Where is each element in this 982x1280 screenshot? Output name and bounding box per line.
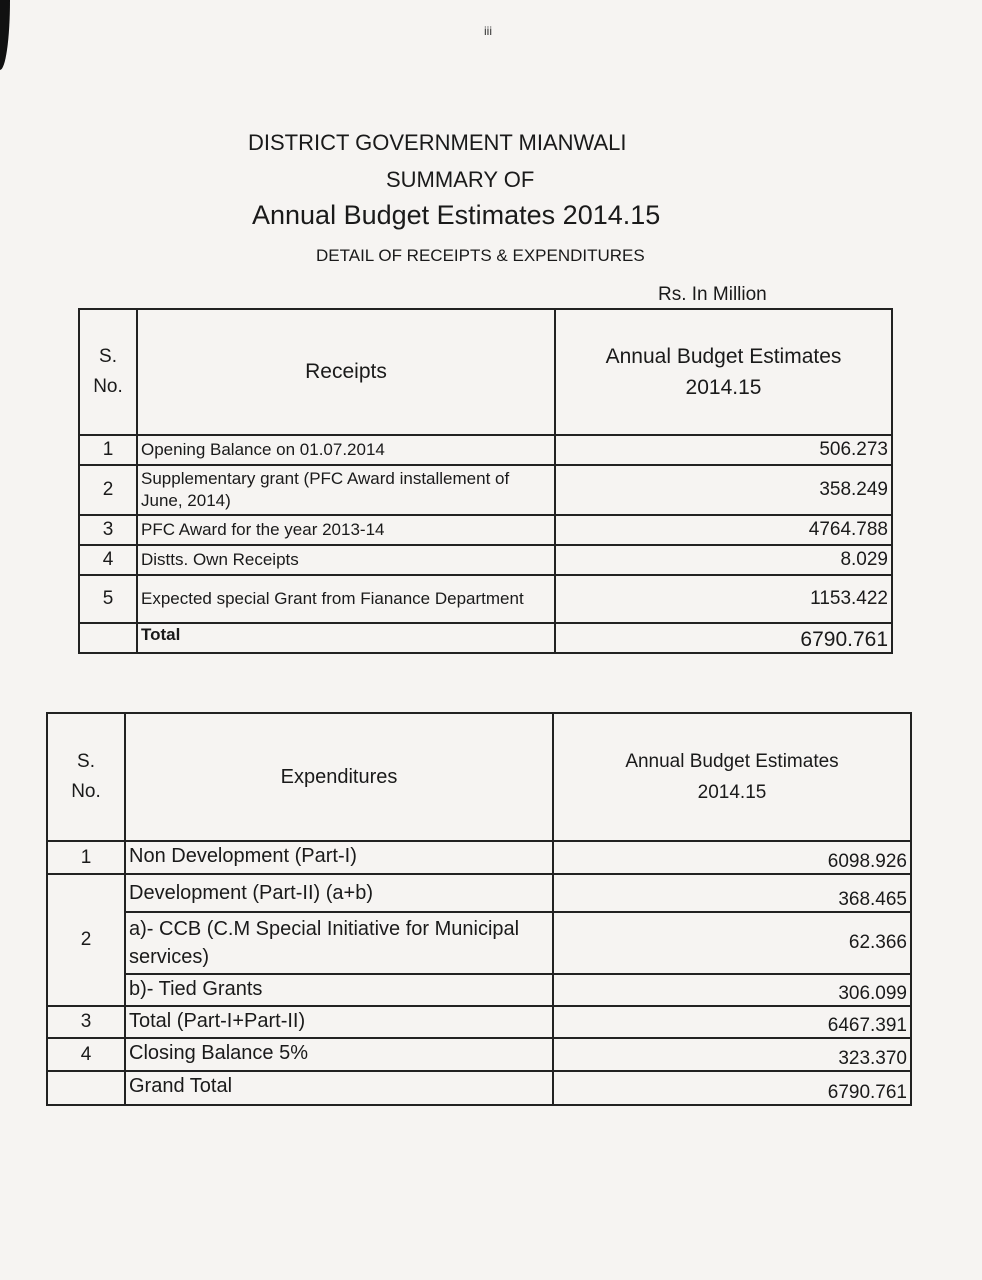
row-desc: PFC Award for the year 2013-14 (137, 515, 555, 545)
table-row (79, 575, 892, 623)
row-value: 6467.391 (553, 1006, 911, 1038)
table-row (79, 545, 892, 575)
col-receipts-header: Receipts (137, 309, 555, 435)
col-sno-header (47, 713, 125, 841)
units-label: Rs. In Million (658, 284, 767, 305)
table-row (79, 465, 892, 515)
receipts-table (78, 308, 893, 654)
total-sno (79, 623, 137, 653)
row-desc: a)- CCB (C.M Special Initiative for Municipal services) (125, 912, 553, 974)
row-sno: 4 (79, 545, 137, 575)
row-desc: Closing Balance 5% (125, 1038, 553, 1071)
row-desc: Opening Balance on 01.07.2014 (137, 435, 555, 465)
row-desc: Distts. Own Receipts (137, 545, 555, 575)
table-row (47, 1038, 911, 1071)
row-sno: 5 (79, 575, 137, 623)
sno-header-line1: S. (99, 346, 117, 367)
row-desc: b)- Tied Grants (125, 974, 553, 1006)
table-row (47, 841, 911, 874)
row-sno: 4 (47, 1038, 125, 1071)
row-value: 323.370 (553, 1038, 911, 1071)
total-row (79, 623, 892, 653)
row-sno: 1 (79, 435, 137, 465)
row-value: 1153.422 (555, 575, 892, 623)
row-value: 368.465 (553, 874, 911, 912)
row-value: 306.099 (553, 974, 911, 1006)
grand-total-value: 6790.761 (553, 1071, 911, 1105)
row-desc: Expected special Grant from Fianance Department (137, 575, 555, 623)
row-sno: 1 (47, 841, 125, 874)
row-value: 358.249 (555, 465, 892, 515)
expenditures-header-row (47, 713, 911, 841)
table-row (47, 974, 911, 1006)
sno-header-line1: S. (77, 751, 95, 772)
table-row (47, 1006, 911, 1038)
document-subtitle: SUMMARY OF (386, 167, 535, 192)
estimates-header-line1: Annual Budget Estimates (625, 751, 839, 772)
row-sno: 2 (79, 465, 137, 515)
expenditures-table (46, 712, 912, 1106)
row-sno: 3 (47, 1006, 125, 1038)
row-sno: 3 (79, 515, 137, 545)
table-row (47, 874, 911, 912)
sno-header-line2: No. (71, 781, 101, 802)
row-value: 6098.926 (553, 841, 911, 874)
table-row (79, 435, 892, 465)
estimates-header-line1: Annual Budget Estimates (605, 345, 842, 368)
estimates-header-line2: 2014.15 (697, 782, 767, 803)
row-value: 8.029 (555, 545, 892, 575)
row-desc: Development (Part-II) (a+b) (125, 874, 553, 912)
row-value: 62.366 (553, 912, 911, 974)
document-title: DISTRICT GOVERNMENT MIANWALI (248, 130, 627, 155)
grand-total-row (47, 1071, 911, 1105)
document-section-label: DETAIL OF RECEIPTS & EXPENDITURES (316, 246, 645, 265)
col-estimates-header (555, 309, 892, 435)
receipts-header-row (79, 309, 892, 435)
page-number: iii (484, 24, 492, 38)
row-value: 506.273 (555, 435, 892, 465)
col-estimates-header (553, 713, 911, 841)
grand-total-label: Grand Total (125, 1071, 553, 1105)
grand-total-sno (47, 1071, 125, 1105)
col-sno-header (79, 309, 137, 435)
total-label: Total (137, 623, 555, 653)
estimates-header-line2: 2014.15 (685, 376, 762, 399)
row-desc: Total (Part-I+Part-II) (125, 1006, 553, 1038)
table-row (79, 515, 892, 545)
row-desc: Non Development (Part-I) (125, 841, 553, 874)
row-value: 4764.788 (555, 515, 892, 545)
page-edge-shadow (0, 0, 10, 70)
total-value: 6790.761 (555, 623, 892, 653)
document-heading: Annual Budget Estimates 2014.15 (252, 200, 661, 230)
col-expenditures-header: Expenditures (125, 713, 553, 841)
sno-header-line2: No. (93, 376, 123, 397)
table-row (47, 912, 911, 974)
row-desc: Supplementary grant (PFC Award installement of June, 2014) (137, 465, 555, 515)
row-sno: 2 (47, 874, 125, 1006)
